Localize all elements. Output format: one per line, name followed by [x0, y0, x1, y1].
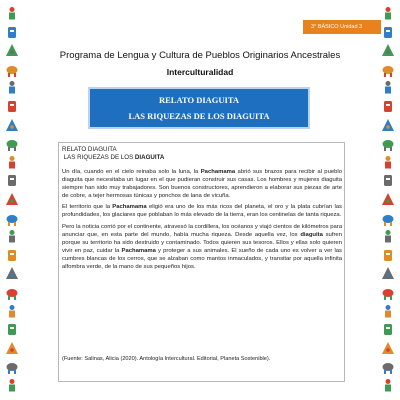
cactus-figure-icon	[381, 322, 395, 338]
story-label: RELATO DIAGUITA	[62, 146, 117, 153]
llama-icon	[381, 359, 395, 375]
banner-line-2: LAS RIQUEZAS DE LOS DIAGUITA	[128, 111, 270, 121]
program-title: Programa de Lengua y Cultura de Pueblos Originarios Ancestrales	[59, 50, 341, 61]
moai-icon	[381, 192, 395, 208]
mask-icon	[381, 43, 395, 59]
story-bold-term: diaguita	[300, 231, 323, 238]
story-heading	[62, 146, 164, 162]
story-text-run: abrió sus brazos para recibir al pueblo diaguita que necesitaba un lugar en el que pudieran construir sus casas. Los hombres y mujeres diaguita siempre han sido muy trabajadores. Son buenos constructores, aprendieron a elaborar sus piezas de arte de cobre, a tejer hermosas túnicas y ponchos de lana de vicuña.	[62, 169, 342, 200]
hunter-icon	[5, 136, 19, 152]
subject-title: Interculturalidad	[166, 67, 234, 77]
story-subtitle-bold: DIAGUITA	[134, 154, 165, 161]
drum-icon	[5, 378, 19, 394]
story-text-run: eligió era uno de los más ricos del planeta, el oro y la plata cubrían las profundidades, los glaciares que poblaban lo más elevado de la tierra, eran los centinelas de tanta riqueza.	[62, 204, 342, 219]
bird-icon	[381, 62, 395, 78]
llama-icon	[5, 62, 19, 78]
moai-icon	[5, 43, 19, 59]
left-decorative-icon-column	[0, 0, 24, 400]
llama-icon	[5, 266, 19, 282]
story-text-box	[58, 142, 345, 382]
story-text-run: Un día, cuando en el cielo reinaba solo la luna, la	[62, 169, 201, 175]
banner-line-1: RELATO DIAGUITA	[158, 95, 240, 105]
person-icon	[5, 359, 19, 375]
story-bold-term: Pachamama	[121, 247, 156, 254]
story-paragraph	[62, 223, 342, 272]
cactus-figure-icon	[381, 118, 395, 134]
story-paragraph	[62, 168, 342, 200]
drum-icon	[5, 155, 19, 171]
story-subtitle	[62, 154, 164, 162]
drum-icon	[381, 25, 395, 41]
drum-icon	[381, 211, 395, 227]
story-source: (Fuente: Salinas, Alicia (2020). Antología Intercultural. Editorial, Planeta Sostenible).	[62, 356, 271, 362]
moai-icon	[5, 248, 19, 264]
bird-icon	[381, 173, 395, 189]
dancer-icon	[381, 136, 395, 152]
shaman-icon	[5, 285, 19, 301]
story-title-banner	[88, 87, 310, 129]
llama-icon	[381, 80, 395, 96]
cactus-figure-icon	[5, 341, 19, 357]
llama-icon	[381, 6, 395, 22]
totem-icon	[381, 99, 395, 115]
bird-icon	[5, 99, 19, 115]
mask-icon	[381, 378, 395, 394]
llama-icon	[5, 192, 19, 208]
fish-icon	[5, 211, 19, 227]
cactus-figure-icon	[5, 6, 19, 22]
shaman-icon	[5, 25, 19, 41]
totem-icon	[381, 155, 395, 171]
totem-icon	[5, 118, 19, 134]
shaman-icon	[381, 341, 395, 357]
drum-icon	[381, 285, 395, 301]
fish-icon	[5, 322, 19, 338]
grade-unit-badge: 3° BÁSICO Unidad 3	[303, 20, 381, 34]
story-text-run: sufren porque su territorio ha sido destruido y contaminado. Todos quieren sus tesoros. Ellos y ellas solo quieren vivir en paz, cuidar la	[62, 231, 342, 254]
condor-icon	[5, 304, 19, 320]
llama-icon	[381, 266, 395, 282]
cactus-figure-icon	[5, 173, 19, 189]
shaman-icon	[381, 229, 395, 245]
right-decorative-icon-column	[376, 0, 400, 400]
story-subtitle-prefix: LAS RIQUEZAS DE LOS	[63, 154, 135, 161]
story-text-run: Pero la noticia corrió por el continente, atravesó la cordillera, los océanos y viajó cientos de kilómetros para anunciar que, en esta parte del mundo, había mucha riqueza. Desde aquella vez, los	[62, 223, 342, 238]
bird-icon	[5, 229, 19, 245]
story-bold-term: Pachamama	[112, 204, 147, 211]
mask-icon	[5, 80, 19, 96]
person-icon	[381, 248, 395, 264]
moai-icon	[381, 304, 395, 320]
story-text-run: El territorio que la	[62, 204, 113, 211]
story-text-run: y proteger a sus animales. El sueño de cada uno es volver a ver las cumbres blancas de los cerros, que se alzaban como mantos inmaculados, y transitar por aquella infinita alfombra verde, de la mano de sus pequeños hijos.	[62, 247, 342, 271]
story-bold-term: Pachamama	[200, 169, 236, 175]
story-paragraph	[62, 203, 342, 219]
story-body	[62, 168, 342, 274]
